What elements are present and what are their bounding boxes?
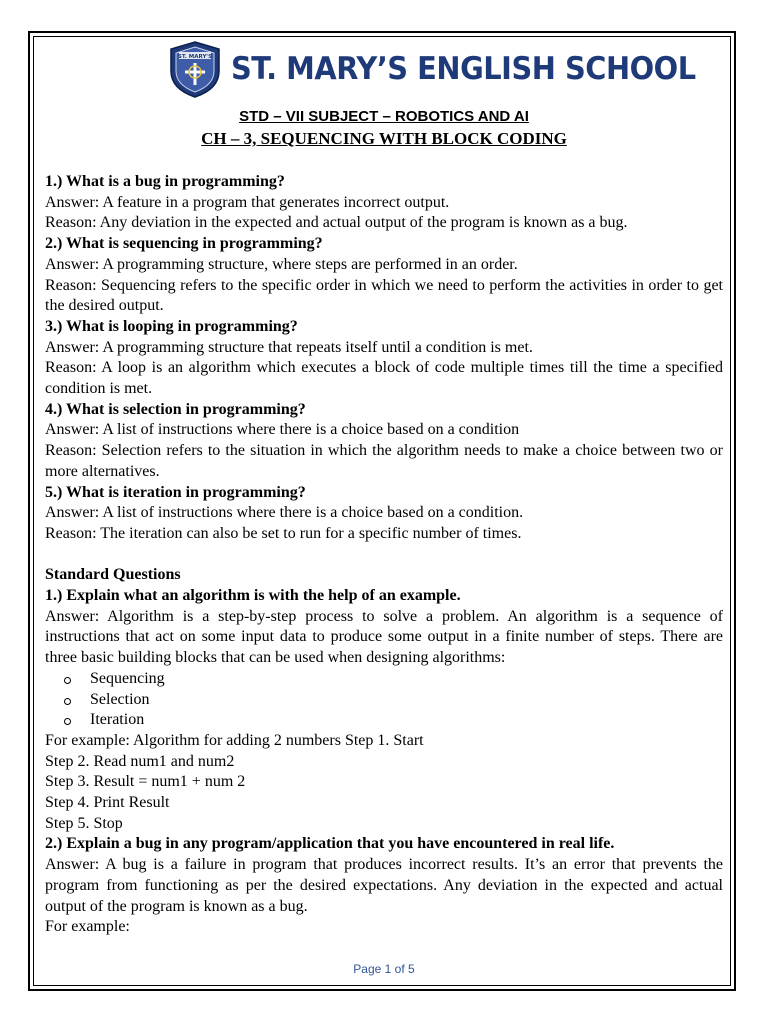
spacer bbox=[45, 545, 723, 566]
building-blocks-list bbox=[45, 669, 723, 731]
bullet-icon bbox=[64, 698, 71, 705]
bullet-icon bbox=[64, 718, 71, 725]
reason-text: Reason: A loop is an algorithm which executes a block of code multiple times till the time a specified condition is met. bbox=[45, 359, 723, 398]
answer-text: Answer: A list of instructions where there is a choice based on a condition. bbox=[45, 504, 524, 522]
list-item bbox=[45, 710, 723, 731]
question-heading: 3.) What is looping in programming? bbox=[45, 317, 298, 335]
answer-text: Answer: A feature in a program that generates incorrect output. bbox=[45, 193, 450, 211]
list-item-label: Iteration bbox=[90, 711, 145, 729]
list-item-label: Selection bbox=[90, 690, 150, 708]
question-heading: 5.) What is iteration in programming? bbox=[45, 483, 306, 501]
reason-text: Reason: Selection refers to the situation in which the algorithm needs to make a choice between two or more alternatives. bbox=[45, 442, 723, 480]
list-item bbox=[45, 669, 723, 690]
answer-text: Answer: A programming structure that repeats itself until a condition is met. bbox=[45, 338, 533, 356]
school-header bbox=[165, 39, 696, 99]
crest-lettering: ST. MARY'S bbox=[177, 53, 213, 60]
question-heading: 1.) What is a bug in programming? bbox=[45, 173, 285, 190]
question-heading: 2.) What is sequencing in programming? bbox=[45, 235, 323, 253]
reason-text: Reason: Sequencing refers to the specific order in which we need to perform the activities in order to get the desired output. bbox=[45, 276, 723, 315]
bullet-icon bbox=[64, 677, 71, 684]
answer-text: Answer: A bug is a failure in program that produces incorrect results. It’s an error that prevents the program from functioning as per the desired expectations. Any deviation in the expected and actual output of the program is known as a bug. bbox=[45, 856, 723, 915]
question-heading: 2.) Explain a bug in any program/application that you have encountered in real life. bbox=[45, 835, 615, 853]
list-item bbox=[45, 690, 723, 711]
std-subject-line: STD – VII SUBJECT – ROBOTICS AND AI bbox=[239, 108, 529, 125]
answer-text: Answer: Algorithm is a step-by-step process to solve a problem. An algorithm is a sequence of instructions that act on some input data to produce some output in a finite number of steps. There are three basic building blocks that can be used when designing algorithms: bbox=[45, 607, 723, 667]
list-item-label: Sequencing bbox=[90, 669, 165, 687]
algorithm-step: Step 5. Stop bbox=[45, 814, 123, 832]
algorithm-step: Step 4. Print Result bbox=[45, 794, 170, 812]
algorithm-step: Step 2. Read num1 and num2 bbox=[45, 752, 235, 770]
school-crest-icon bbox=[165, 39, 225, 99]
school-name: ST. MARY’S ENGLISH SCHOOL bbox=[231, 51, 696, 87]
question-heading: 4.) What is selection in programming? bbox=[45, 400, 306, 418]
document-body bbox=[45, 172, 723, 938]
algorithm-step: Step 3. Result = num1 + num 2 bbox=[45, 773, 246, 791]
reason-text: Reason: The iteration can also be set to run for a specific number of times. bbox=[45, 524, 522, 542]
chapter-title: CH – 3, SEQUENCING WITH BLOCK CODING bbox=[201, 129, 567, 148]
algorithm-step: For example: Algorithm for adding 2 numbers Step 1. Start bbox=[45, 731, 424, 749]
answer-text: Answer: A list of instructions where there is a choice based on a condition bbox=[45, 421, 520, 439]
reason-text: Reason: Any deviation in the expected and actual output of the program is known as a bug. bbox=[45, 214, 628, 232]
answer-text: Answer: A programming structure, where steps are performed in an order. bbox=[45, 255, 518, 273]
section-heading: Standard Questions bbox=[45, 566, 181, 584]
example-label: For example: bbox=[45, 918, 130, 936]
question-heading: 1.) Explain what an algorithm is with the help of an example. bbox=[45, 587, 461, 605]
page-number: Page 1 of 5 bbox=[353, 962, 415, 976]
